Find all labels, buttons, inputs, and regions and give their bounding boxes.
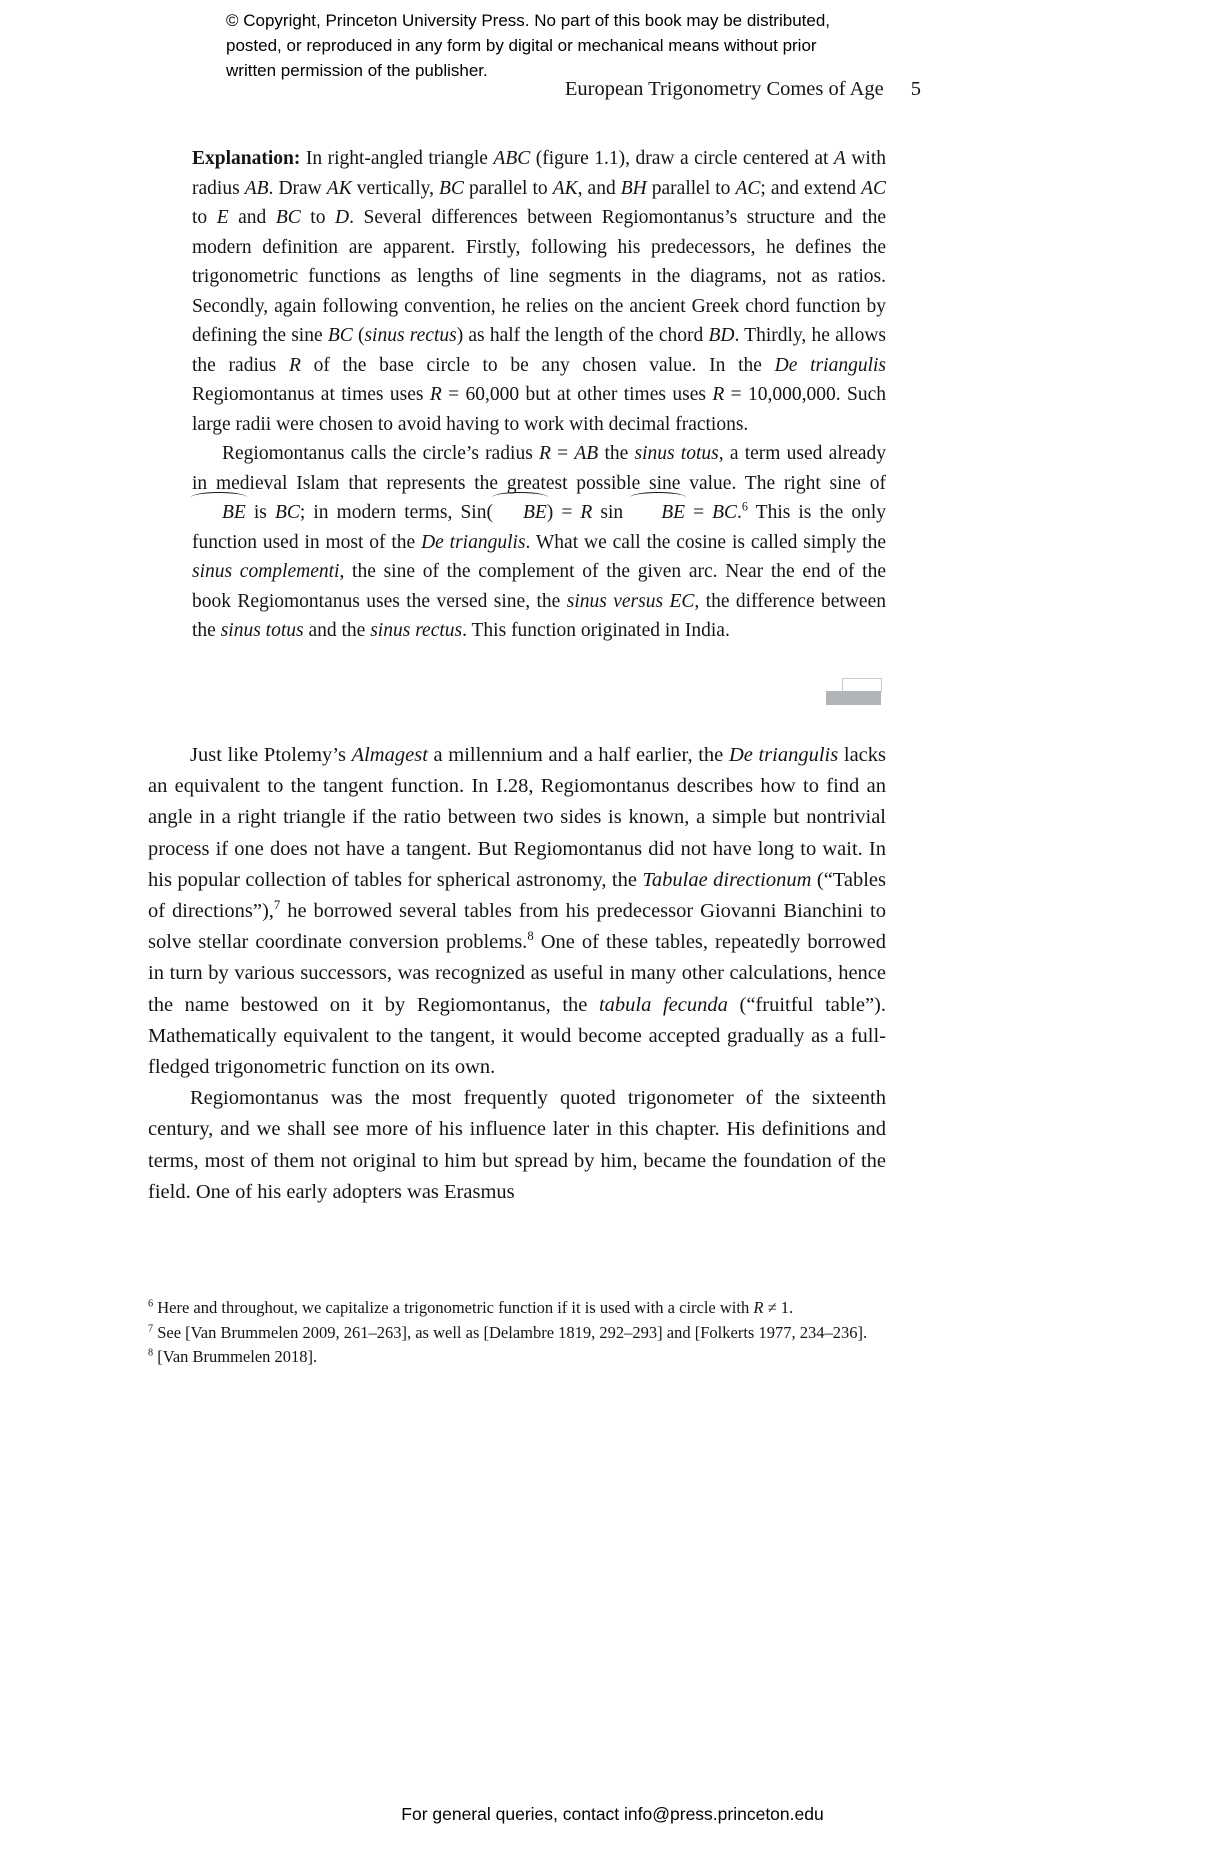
page-number: 5 xyxy=(910,78,921,100)
extract-paragraph-sinus-totus: Regiomontanus calls the circle’s radius R = AB the sinus totus, a term used already in medieval Islam that represents the greatest possible sine value. The right sine of BE is BC; in modern terms, Sin( BE) = R sin BE = BC.$^6$ This is the only function used in most of the De triangulis. What we call the cosine is called simply the sinus complementi, the sine of the complement of the given arc. Near the end of the book Regiomontanus uses the versed sine, the sinus versus EC, the difference between the sinus totus and the sinus rectus. This function originated in India. xyxy=(192,443,887,641)
footnote-7: $^7$ See [Van Brummelen 2009, 261–263], as well as [Delambre 1819, 292–293] and [Folkerts 1977, 234–236]. xyxy=(148,1322,868,1342)
footnotes xyxy=(148,1296,896,1370)
footnote-8: $^8$ [Van Brummelen 2018]. xyxy=(148,1347,318,1366)
footnote-6: $^6$ Here and throughout, we capitalize a trigonometric function if it is used with a circle with R ≠ 1. xyxy=(148,1298,794,1317)
running-head-title: European Trigonometry Comes of Age xyxy=(564,78,884,100)
body-text xyxy=(148,740,886,1208)
body-paragraph-influence: Regiomontanus was the most frequently quoted trigonometer of the sixteenth century, and we shall see more of his influence later in this chapter. His definitions and terms, most of them not original to him but spread by him, became the foundation of the field. One of his early adopters was Erasmus xyxy=(148,1087,886,1203)
extract-block xyxy=(192,144,886,646)
body-paragraph-tangent: Just like Ptolemy’s Almagest a millennium and a half earlier, the De triangulis lacks an equivalent to the tangent function. In I.28, Regiomontanus describes how to find an angle in a right triangle if the ratio between two sides is known, a simple but nontrivial process if one does not have a tangent. But Regiomontanus did not have long to wait. In his popular collection of tables for spherical astronomy, the Tabulae directionum (“Tables of directions”),$^7$ he borrowed several tables from his predecessor Giovanni Bianchini to solve stellar coordinate conversion problems.$^8$ One of these tables, repeatedly borrowed in turn by various successors, was recognized as useful in many other calculations, hence the name bestowed on it by Regiomontanus, the tabula fecunda (“fruitful table”). Mathematically equivalent to the tangent, it would become accepted gradually as a full-fledged trigonometric function on its own. xyxy=(148,744,887,1079)
copyright-notice: © Copyright, Princeton University Press. No part of this book may be distributed, posted, or reproduced in any form by digital or mechanical means without prior written permission of the publisher. xyxy=(226,11,831,80)
artifact-outline-box xyxy=(842,678,882,692)
running-head xyxy=(148,78,921,101)
render-artifact xyxy=(826,678,882,706)
extract-paragraph-explanation: Explanation: In right-angled triangle ABC (figure 1.1), draw a circle centered at A with radius AB. Draw AK vertically, BC parallel to AK, and BH parallel to AC; and extend AC to E and BC to D. Several differences between Regiomontanus’s structure and the modern definition are apparent. Firstly, following his predecessors, he defines the trigonometric functions as lengths of line segments in the diagrams, not as ratios. Secondly, again following convention, he relies on the ancient Greek chord function by defining the sine BC (sinus rectus) as half the length of the chord BD. Thirdly, he allows the radius R of the base circle to be any chosen value. In the De triangulis Regiomontanus at times uses R = 60,000 but at other times uses R = 10,000,000. Such large radii were chosen to avoid having to work with decimal fractions. xyxy=(192,148,887,435)
footer-contact: For general queries, contact info@press.princeton.edu xyxy=(401,1804,824,1824)
artifact-gray-bar xyxy=(826,691,881,705)
